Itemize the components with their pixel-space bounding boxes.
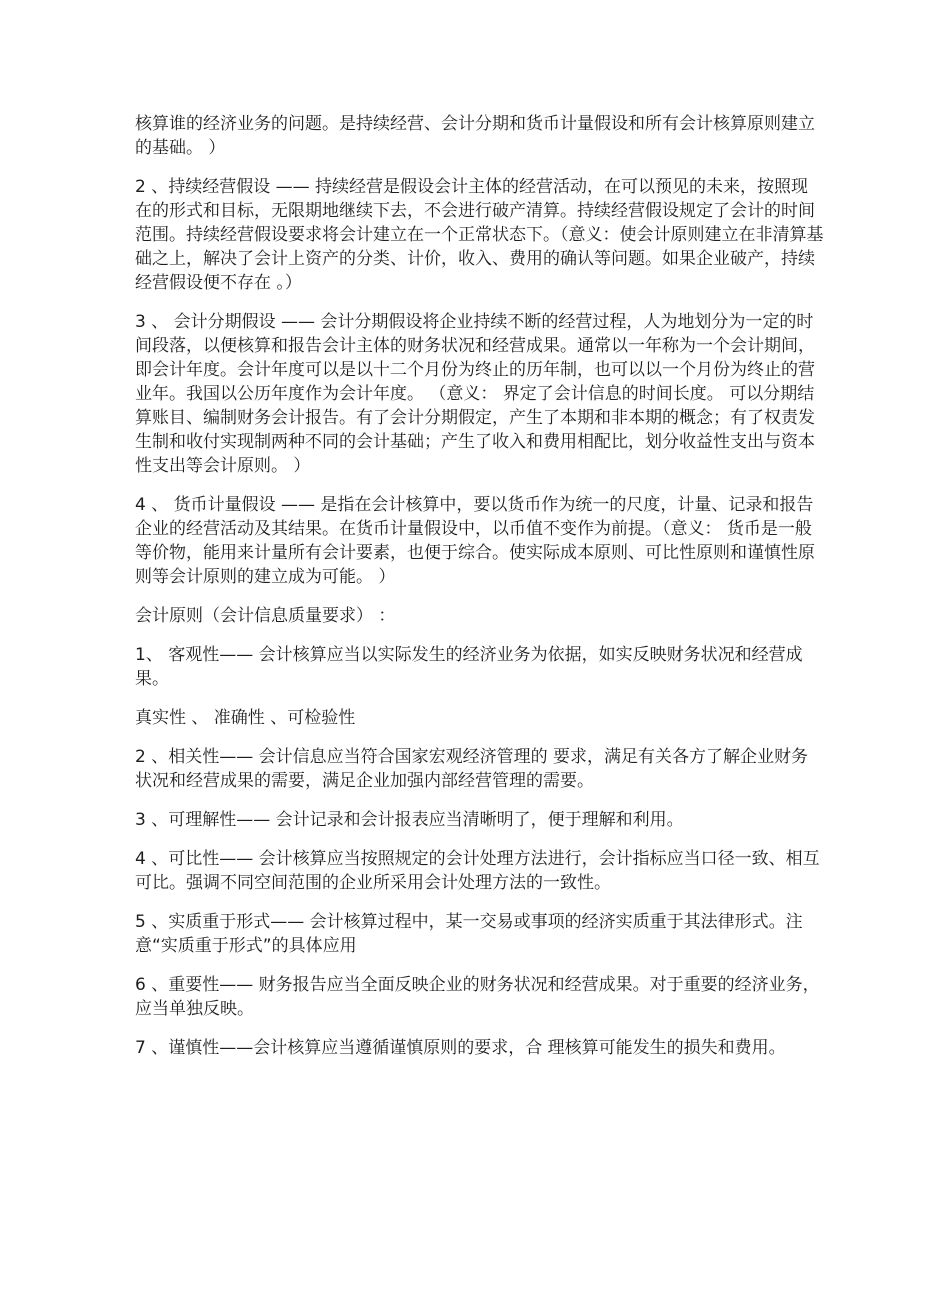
paragraph-reliability-attributes: 真实性 、 准确性 、可检验性: [135, 708, 356, 728]
paragraph-prudence: 7 、谨慎性——会计核算应当遵循谨慎原则的要求，合 理核算可能发生的损失和费用。: [135, 1038, 786, 1058]
paragraph-accounting-period-assumption: 3 、 会计分期假设 —— 会计分期假设将企业持续不断的经营过程，人为地划分为一定的时间段落，以便核算和报告会计主体的财务状况和经营成果。通常以一年称为一个会计期间，即会计年度。会计年度可以是以十二个月份为终止的历年制，也可以以一个月份为终止的营业年。我国以公历年度作为会计年度。 （意义： 界定了会计信息的时间长度。 可以分期结算账目、编制财务会计报告。有了会计分期假定，产生了本期和非本期的概念；有了权责发生制和收付实现制两种不同的会计基础；产生了收入和费用相配比，划分收益性支出与资本性支出等会计原则。 ）: [135, 312, 815, 476]
paragraph-materiality: 6 、重要性—— 财务报告应当全面反映企业的财务状况和经营成果。对于重要的经济业务，应当单独反映。: [135, 975, 820, 1019]
paragraph-comparability: 4 、可比性—— 会计核算应当按照规定的会计处理方法进行，会计指标应当口径一致、相互可比。强调不同空间范围的企业所采用会计处理方法的一致性。: [135, 849, 820, 893]
paragraph-going-concern-assumption: 2 、持续经营假设 —— 持续经营是假设会计主体的经营活动，在可以预见的未来，按照现在的形式和目标，无限期地继续下去，不会进行破产清算。持续经营假设规定了会计的时间范围。持续经营假设要求将会计建立在一个正常状态下。（意义：使会计原则建立在非清算基础之上，解决了会计上资产的分类、计价，收入、费用的确认等问题。如果企业破产，持续经营假设便不存在 。）: [135, 177, 824, 293]
document-body: [135, 112, 825, 1075]
section-heading-accounting-principles: 会计原则（会计信息质量要求） ：: [135, 606, 396, 626]
paragraph-understandability: 3 、可理解性—— 会计记录和会计报表应当清晰明了，便于理解和利用。: [135, 810, 684, 830]
paragraph-monetary-measurement-assumption: 4 、 货币计量假设 —— 是指在会计核算中，要以货币作为统一的尺度，计量、记录和报告企业的经营活动及其结果。在货币计量假设中，以币值不变作为前提。（意义： 货币是一般等价物，能用来计量所有会计要素，也便于综合。使实际成本原则、可比性原则和谨慎性原则等会计原则的建立成为可能。 ）: [135, 495, 815, 587]
paragraph-objectivity: 1、 客观性—— 会计核算应当以实际发生的经济业务为依据，如实反映财务状况和经营成果。: [135, 645, 803, 689]
paragraph-relevance: 2 、相关性—— 会计信息应当符合国家宏观经济管理的 要求，满足有关各方了解企业财务状况和经营成果的需要，满足企业加强内部经营管理的需要。: [135, 747, 809, 791]
paragraph-going-concern-intro-tail: 核算谁的经济业务的问题。是持续经营、会计分期和货币计量假设和所有会计核算原则建立的基础。 ）: [135, 114, 815, 158]
paragraph-substance-over-form: 5 、实质重于形式—— 会计核算过程中，某一交易或事项的经济实质重于其法律形式。注意“实质重于形式”的具体应用: [135, 912, 803, 956]
